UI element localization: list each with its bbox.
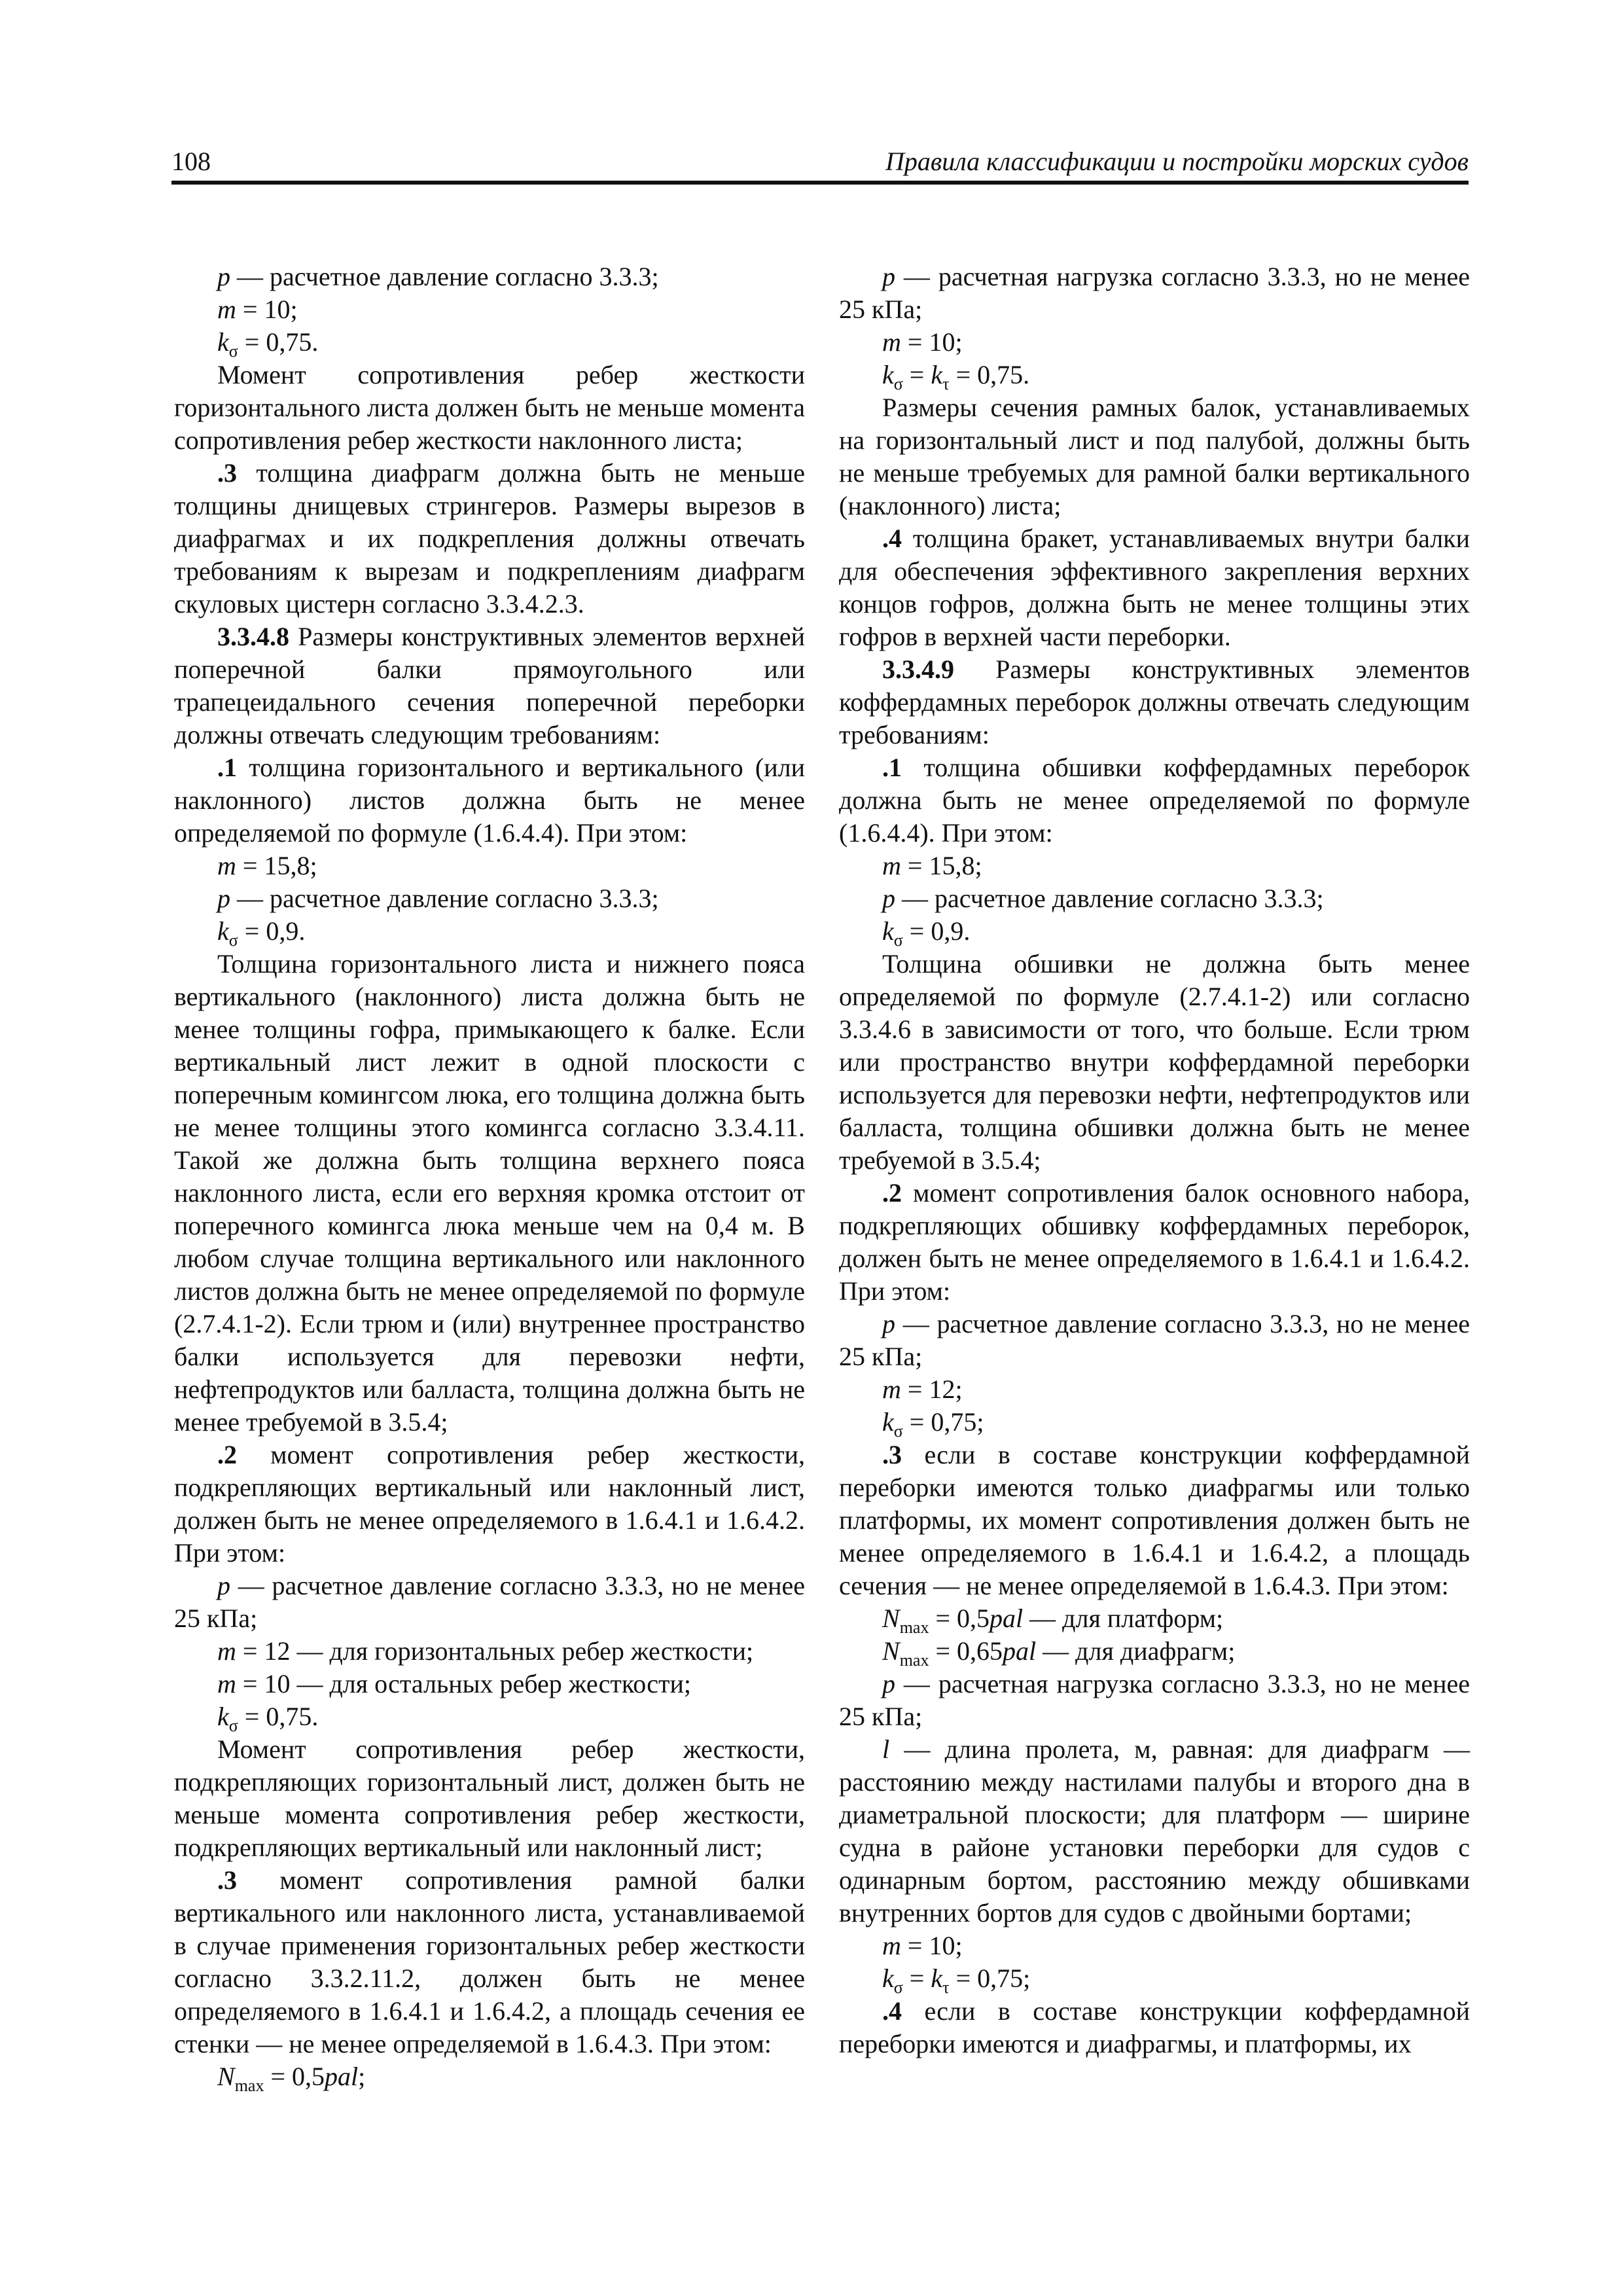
param-line: m = 10;: [217, 295, 298, 324]
list-item: .2 момент сопротивления балок основного набора, подкрепляющих обшивку коффердамных переборок, должен быть не менее определяемого в 1.6.4.1 и 1.6.4.2. При этом:: [839, 1178, 1470, 1306]
param-line: m = 12;: [882, 1374, 963, 1404]
running-title: Правила классификации и постройки морских судов: [885, 147, 1469, 176]
param-line: p — расчетная нагрузка согласно 3.3.3, но не менее 25 кПа;: [839, 262, 1470, 324]
param-line: m = 15,8;: [882, 851, 982, 880]
param-line: $k_\sigma = 0,75$.: [217, 327, 319, 361]
param-line: m = 10;: [882, 1931, 963, 1960]
param-line: m = 15,8;: [217, 851, 317, 880]
formula-line: $N_{max} = 0,5pal$ — для платформ;: [882, 1604, 1224, 1637]
param-line: p — расчетное давление согласно 3.3.3;: [217, 262, 659, 291]
param-line: m = 10;: [882, 327, 963, 357]
param-line: p — расчетное давление согласно 3.3.3, но не менее 25 кПа;: [174, 1571, 805, 1633]
paragraph: Размеры сечения рамных балок, устанавливаемых на горизонтальный лист и под палубой, должны быть не меньше требуемых для рамной балки вертикального (наклонного) листа;: [839, 393, 1470, 520]
param-line: p — расчетное давление согласно 3.3.3;: [882, 884, 1324, 913]
list-item: .3 момент сопротивления рамной балки вертикального или наклонного листа, устанавливаемой в случае применения горизонтальных ребер жесткости согласно 3.3.2.11.2, должен быть не менее определяемого в 1.6.4.1 и 1.6.4.2, а площадь сечения ее стенки — не менее определяемой в 1.6.4.3. При этом:: [174, 1865, 805, 2058]
list-item: .4 толщина бракет, устанавливаемых внутри балки для обеспечения эффективного закрепления верхних концов гофров, должна быть не менее толщины этих гофров в верхней части переборки.: [839, 524, 1470, 651]
param-line: $k_\sigma = k_\tau = 0,75$;: [882, 1964, 1031, 1997]
paragraph: Момент сопротивления ребер жесткости, подкрепляющих горизонтальный лист, должен быть не меньше момента сопротивления ребер жесткости, подкрепляющих вертикальный или наклонный лист;: [174, 1734, 805, 1862]
param-line: p — расчетное давление согласно 3.3.3, но не менее 25 кПа;: [839, 1309, 1470, 1371]
param-line: $k_\sigma = 0,75$;: [882, 1407, 984, 1441]
param-line: m = 10 — для остальных ребер жесткости;: [217, 1669, 692, 1698]
page-number: 108: [171, 147, 211, 176]
list-item: .1 толщина горизонтального и вертикального (или наклонного) листов должна быть не менее определяемой по формуле (1.6.4.4). При этом:: [174, 753, 805, 848]
section-paragraph: 3.3.4.9 Размеры конструктивных элементов коффердамных переборок должны отвечать следующим требованиям:: [839, 655, 1470, 749]
left-column: [174, 260, 805, 2093]
right-column: [839, 260, 1470, 2060]
list-item: .4 если в составе конструкции коффердамной переборки имеются и диафрагмы, и платформы, их: [839, 1996, 1470, 2058]
param-line: p — расчетная нагрузка согласно 3.3.3, но не менее 25 кПа;: [839, 1669, 1470, 1731]
paragraph: Толщина горизонтального листа и нижнего пояса вертикального (наклонного) листа должна быть не менее толщины гофра, примыкающего к балке. Если вертикальный лист лежит в одной плоскости с поперечным комингсом люка, его толщина должна быть не менее толщины этого комингса согласно 3.3.4.11. Такой же должна быть толщина верхнего пояса наклонного листа, если его верхняя кромка отстоит от поперечного комингса люка меньше чем на 0,4 м. В любом случае толщина вертикального или наклонного листов должна быть не менее определяемой по формуле (2.7.4.1-2). Если трюм и (или) внутреннее пространство балки используется для перевозки нефти, нефтепродуктов или балласта, толщина должна быть не менее требуемой в 3.5.4;: [174, 949, 805, 1437]
formula-line: $N_{max} = 0,5pal$;: [217, 2062, 366, 2095]
paragraph: Толщина обшивки не должна быть менее определяемой по формуле (2.7.4.1-2) или согласно 3.3.4.6 в зависимости от того, что больше. Если трюм или пространство внутри коффердамной переборки используется для перевозки нефти, нефтепродуктов или балласта, толщина обшивки должна быть не менее требуемой в 3.5.4;: [839, 949, 1470, 1175]
param-line: $k_\sigma = 0,9$.: [882, 916, 971, 950]
list-item: .1 толщина обшивки коффердамных переборок должна быть не менее определяемой по формуле (1.6.4.4). При этом:: [839, 753, 1470, 848]
param-line: $k_\sigma = 0,9$.: [217, 916, 306, 950]
list-item: .3 толщина диафрагм должна быть не меньше толщины днищевых стрингеров. Размеры вырезов в диафрагмах и их подкрепления должны отвечать требованиям к вырезам и подкреплениям диафрагм скуловых цистерн согласно 3.3.4.2.3.: [174, 458, 805, 619]
list-item: .2 момент сопротивления ребер жесткости, подкрепляющих вертикальный или наклонный лист, должен быть не менее определяемого в 1.6.4.1 и 1.6.4.2. При этом:: [174, 1440, 805, 1568]
formula-line: $N_{max} = 0,65pal$ — для диафрагм;: [882, 1636, 1236, 1670]
list-item: .3 если в составе конструкции коффердамной переборки имеются только диафрагмы или только платформы, их момент сопротивления должен быть не менее определяемого в 1.6.4.1 и 1.6.4.2, а площадь сечения — не менее определяемой в 1.6.4.3. При этом:: [839, 1440, 1470, 1600]
param-line: m = 12 — для горизонтальных ребер жесткости;: [217, 1636, 754, 1666]
paragraph: Момент сопротивления ребер жесткости горизонтального листа должен быть не меньше момента сопротивления ребер жесткости наклонного листа;: [174, 360, 805, 455]
param-line: p — расчетное давление согласно 3.3.3;: [217, 884, 659, 913]
param-line: l — длина пролета, м, равная: для диафрагм — расстоянию между настилами палубы и второго дна в диаметральной плоскости; для платформ — ширине судна в районе установки переборки для судов с одинарным бортом, расстоянию между обшивками внутренних бортов для судов с двойными бортами;: [839, 1734, 1470, 1928]
section-paragraph: 3.3.4.8 Размеры конструктивных элементов верхней поперечной балки прямоугольного или трапецеидального сечения поперечной переборки должны отвечать следующим требованиям:: [174, 622, 805, 749]
page-header: [171, 143, 1469, 185]
param-line: $k_\sigma = k_\tau = 0,75$.: [882, 360, 1030, 393]
param-line: $k_\sigma = 0,75$.: [217, 1702, 319, 1735]
